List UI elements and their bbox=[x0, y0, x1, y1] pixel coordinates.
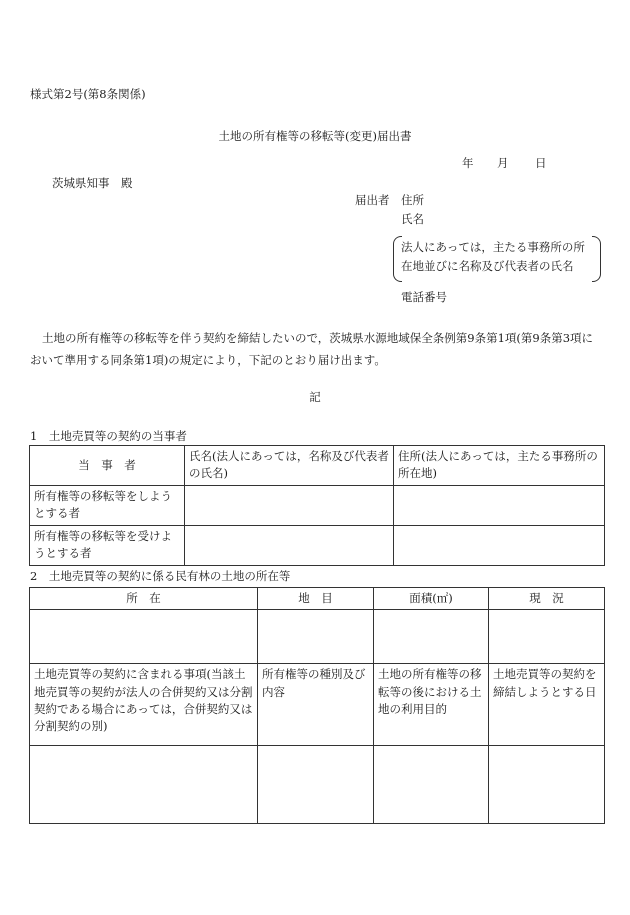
contract-date-cell[interactable] bbox=[489, 746, 605, 824]
section2-heading: 2 土地売買等の契約に係る民有林の土地の所在等 bbox=[30, 569, 291, 583]
notifier-phone-label: 電話番号 bbox=[401, 290, 447, 304]
parties-header-row bbox=[30, 446, 605, 486]
land-category-cell[interactable] bbox=[258, 610, 374, 664]
notifier-name-label: 氏名 bbox=[401, 212, 424, 226]
area-cell[interactable] bbox=[374, 610, 489, 664]
parties-header-party: 当 事 者 bbox=[30, 446, 185, 486]
land-header-area: 面積(㎡) bbox=[374, 588, 489, 610]
current-status-cell[interactable] bbox=[489, 610, 605, 664]
land-use-purpose-cell[interactable] bbox=[374, 746, 489, 824]
bracket-right bbox=[592, 236, 601, 282]
transferor-address-cell[interactable] bbox=[394, 485, 605, 525]
ki-mark: 記 bbox=[309, 390, 321, 404]
date-year-label: 年 bbox=[462, 156, 474, 170]
body-text-line2: おいて準用する同条第1項)の規定により，下記のとおり届け出ます。 bbox=[30, 353, 386, 367]
transferee-name-cell[interactable] bbox=[185, 525, 394, 565]
table-row bbox=[30, 485, 605, 525]
parties-header-name: 氏名(法人にあっては，名称及び代表者の氏名) bbox=[185, 446, 394, 486]
date-month-label: 月 bbox=[497, 156, 509, 170]
addressee: 茨城県知事 殿 bbox=[52, 176, 133, 190]
notifier-note-line2: 在地並びに名称及び代表者の氏名 bbox=[401, 259, 574, 273]
rights-type-cell[interactable] bbox=[258, 746, 374, 824]
parties-table bbox=[29, 445, 605, 566]
table-row bbox=[30, 746, 605, 824]
land-header-category: 地 目 bbox=[258, 588, 374, 610]
parties-header-address: 住所(法人にあっては，主たる事務所の所在地) bbox=[394, 446, 605, 486]
location-cell[interactable] bbox=[30, 610, 258, 664]
body-text-line1: 土地の所有権等の移転等を伴う契約を締結したいので，茨城県水源地域保全条例第9条第1項(第9条第3項に bbox=[42, 331, 594, 345]
contract-items-header: 土地売買等の契約に含まれる事項(当該土地売買等の契約が法人の合併契約又は分割契約である場合にあっては，合併契約又は分割契約の別) bbox=[30, 664, 258, 746]
land-header-row-2 bbox=[30, 664, 605, 746]
date-day-label: 日 bbox=[535, 156, 547, 170]
table-row bbox=[30, 525, 605, 565]
contract-date-header: 土地売買等の契約を締結しようとする日 bbox=[489, 664, 605, 746]
notifier-note-line1: 法人にあっては，主たる事務所の所 bbox=[401, 240, 585, 254]
contract-items-cell[interactable] bbox=[30, 746, 258, 824]
rights-type-header: 所有権等の種別及び内容 bbox=[258, 664, 374, 746]
form-title: 土地の所有権等の移転等(変更)届出書 bbox=[218, 129, 412, 143]
transferor-name-cell[interactable] bbox=[185, 485, 394, 525]
land-table bbox=[29, 587, 605, 824]
table-row bbox=[30, 610, 605, 664]
land-header-status: 現 況 bbox=[489, 588, 605, 610]
land-use-purpose-header: 土地の所有権等の移転等の後における土地の利用目的 bbox=[374, 664, 489, 746]
transferee-address-cell[interactable] bbox=[394, 525, 605, 565]
form-number: 様式第2号(第8条関係) bbox=[30, 87, 146, 101]
notifier-address-label: 住所 bbox=[401, 193, 424, 207]
land-header-location: 所 在 bbox=[30, 588, 258, 610]
party-transferor-label: 所有権等の移転等をしようとする者 bbox=[30, 485, 185, 525]
party-transferee-label: 所有権等の移転等を受けようとする者 bbox=[30, 525, 185, 565]
notifier-label: 届出者 bbox=[355, 193, 390, 207]
section1-heading: 1 土地売買等の契約の当事者 bbox=[30, 429, 187, 443]
land-header-row bbox=[30, 588, 605, 610]
